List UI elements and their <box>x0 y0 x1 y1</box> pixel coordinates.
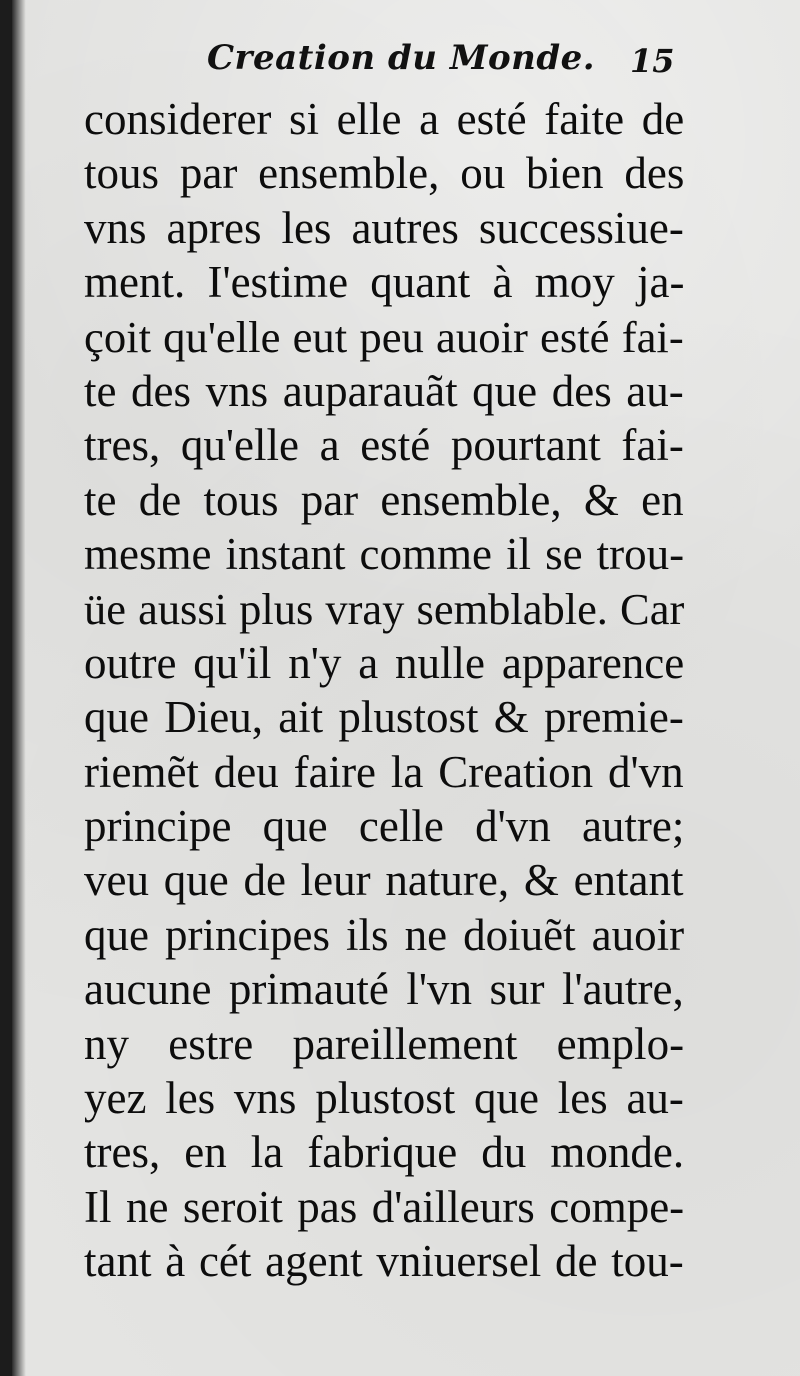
text-line: riemẽt deu faire la Creation d'vn <box>84 746 684 797</box>
text-line: tant à cét agent vniuersel de tou- <box>84 1236 684 1287</box>
page-header <box>12 38 800 98</box>
text-line: tres, en la fabrique du monde. <box>84 1127 685 1178</box>
page-gutter-shadow <box>12 0 26 1376</box>
text-line: Il ne seroit pas d'ailleurs compe- <box>84 1181 685 1232</box>
text-line: te de tous par ensemble, & en <box>84 474 684 525</box>
text-line: tous par ensemble, ou bien des <box>84 148 685 199</box>
page-number: 15 <box>630 42 675 80</box>
text-line: çoit qu'elle eut peu auoir esté fai- <box>84 311 684 362</box>
text-line: principe que celle d'vn autre; <box>84 801 685 852</box>
text-line: tres, qu'elle a esté pourtant fai- <box>84 420 684 471</box>
text-line: üe aussi plus vray semblable. Car <box>84 583 685 634</box>
body-text <box>84 92 684 1289</box>
running-title: Creation du Monde. <box>207 38 596 78</box>
book-page <box>12 0 800 1376</box>
text-line: ny estre pareillement emplo- <box>84 1018 685 1069</box>
text-line: aucune primauté l'vn sur l'autre, <box>84 964 684 1015</box>
text-line: que principes ils ne doiuẽt auoir <box>84 909 685 960</box>
text-line: vns apres les autres successiue- <box>84 202 684 253</box>
text-line: yez les vns plustost que les au- <box>84 1073 684 1124</box>
text-line: ment. I'estime quant à moy ja- <box>84 257 685 308</box>
text-line: veu que de leur nature, & entant <box>84 855 684 906</box>
text-line: mesme instant comme il se trou- <box>84 529 685 580</box>
text-line: te des vns auparauãt que des au- <box>84 365 684 416</box>
text-line: que Dieu, ait plustost & premie- <box>84 692 684 743</box>
text-line: considerer si elle a esté faite de <box>84 94 685 144</box>
text-line: outre qu'il n'y a nulle apparence <box>84 637 685 688</box>
